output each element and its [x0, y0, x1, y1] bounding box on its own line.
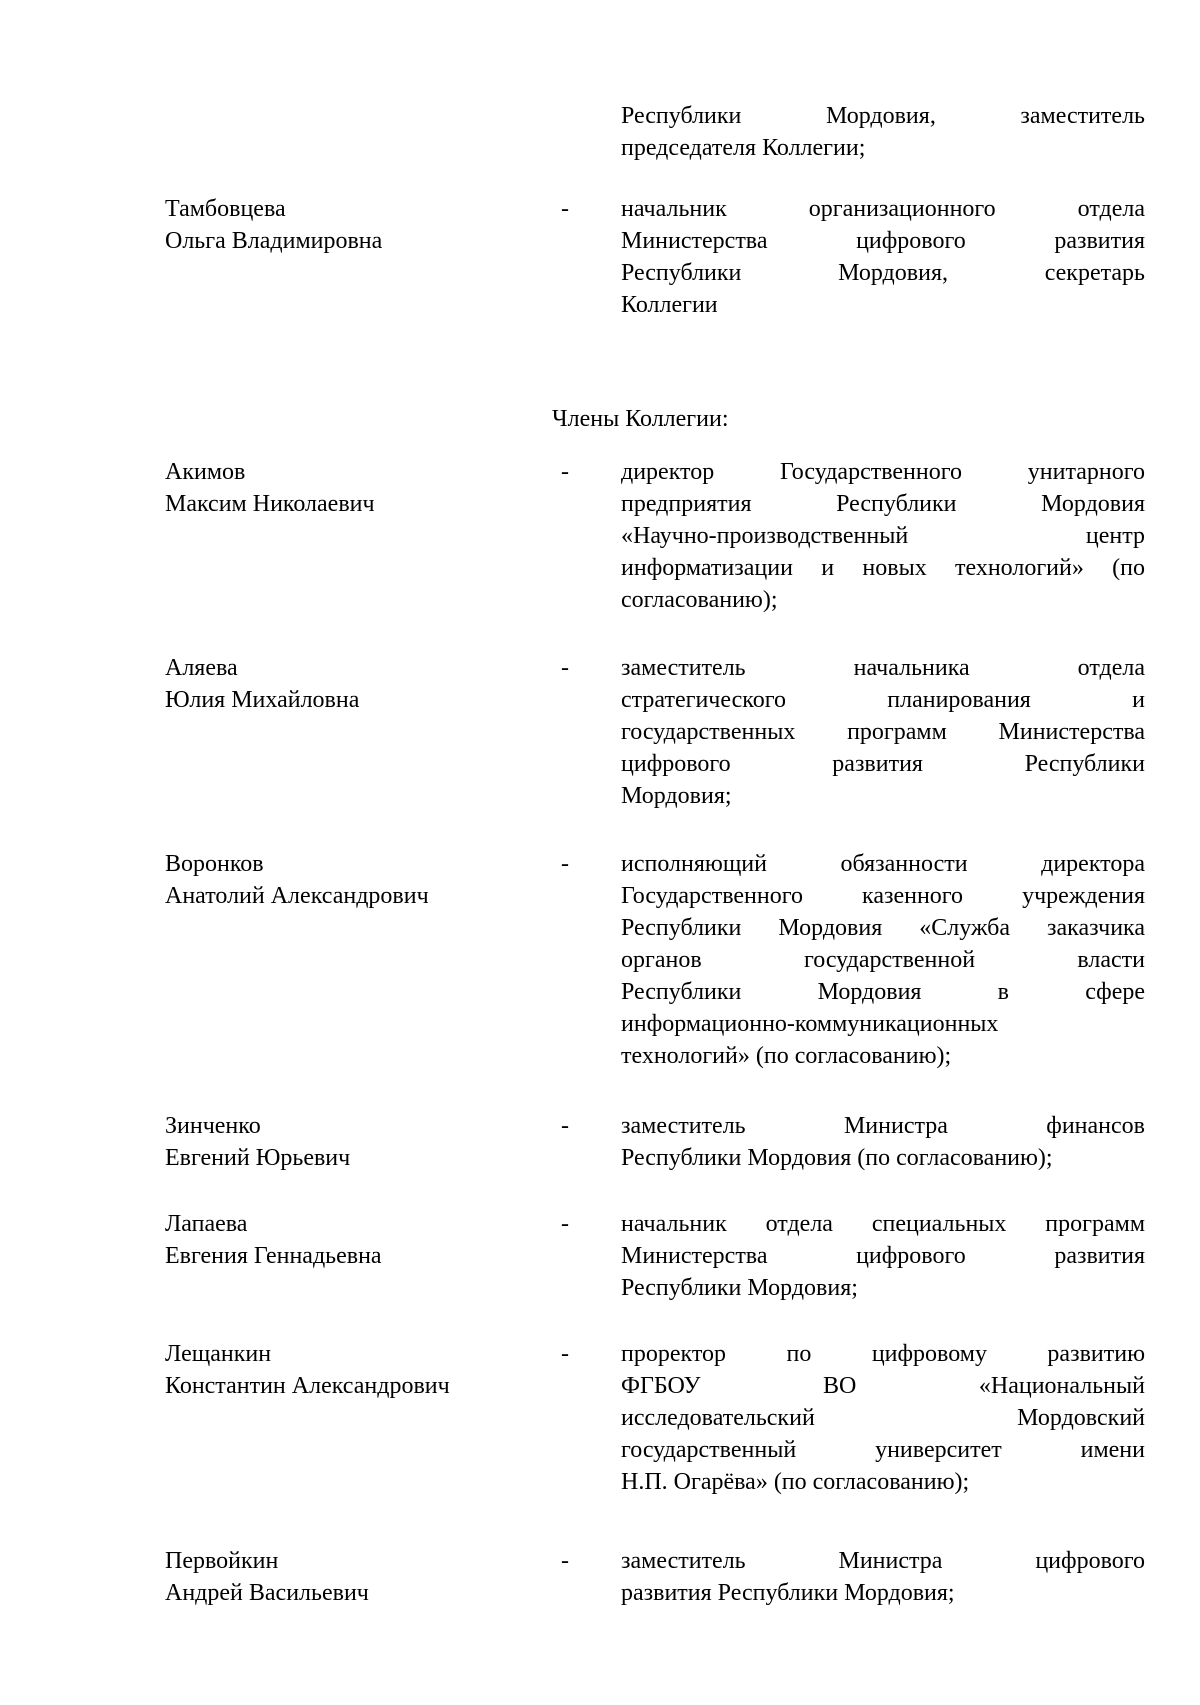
entry-name	[165, 1545, 565, 1609]
given-names: Анатолий Александрович	[165, 883, 429, 909]
desc-line: Республики Мордовия в сфере	[621, 979, 1145, 1005]
dash: -	[561, 1341, 569, 1367]
desc-line: предприятия Республики Мордовия	[621, 491, 1145, 517]
dash: -	[561, 655, 569, 681]
surname: Аляева	[165, 655, 238, 681]
dash: -	[561, 196, 569, 222]
surname: Воронков	[165, 851, 264, 877]
desc-line: Министерства цифрового развития	[621, 1243, 1145, 1269]
entry-name	[165, 1110, 565, 1174]
desc-line: государственный университет имени	[621, 1437, 1145, 1463]
desc-line: согласованию);	[621, 587, 778, 613]
desc-line: Н.П. Огарёва» (по согласованию);	[621, 1469, 970, 1495]
desc-line: председателя Коллегии;	[621, 135, 866, 161]
entry-name	[165, 652, 565, 716]
desc-line: стратегического планирования и	[621, 687, 1145, 713]
surname: Первойкин	[165, 1548, 279, 1574]
dash: -	[561, 1211, 569, 1237]
desc-line: государственных программ Министерства	[621, 719, 1145, 745]
entry-name	[165, 193, 565, 257]
desc-line: технологий» (по согласованию);	[621, 1043, 952, 1069]
surname: Лещанкин	[165, 1341, 272, 1367]
desc-line: информационно-коммуникационных	[621, 1011, 999, 1037]
desc-line: ФГБОУ ВО «Национальный	[621, 1373, 1145, 1399]
surname: Акимов	[165, 459, 246, 485]
surname: Тамбовцева	[165, 196, 286, 222]
entry-description	[621, 1208, 1145, 1304]
desc-line: «Научно-производственный центр	[621, 523, 1145, 549]
entry-description	[621, 1110, 1145, 1174]
desc-line: Государственного казенного учреждения	[621, 883, 1145, 909]
desc-line: органов государственной власти	[621, 947, 1145, 973]
given-names: Максим Николаевич	[165, 491, 375, 517]
surname: Зинченко	[165, 1113, 261, 1139]
given-names: Андрей Васильевич	[165, 1580, 369, 1606]
entry-name	[165, 848, 565, 912]
entry-description	[621, 652, 1145, 812]
given-names: Ольга Владимировна	[165, 228, 383, 254]
desc-line: информатизации и новых технологий» (по	[621, 555, 1145, 581]
desc-line: директор Государственного унитарного	[621, 459, 1145, 485]
entry-name	[165, 1208, 565, 1272]
dash: -	[561, 459, 569, 485]
given-names: Евгения Геннадьевна	[165, 1243, 382, 1269]
desc-line: Мордовия;	[621, 783, 732, 809]
entry-description	[621, 848, 1145, 1072]
desc-line: Республики Мордовия «Служба заказчика	[621, 915, 1145, 941]
desc-line: заместитель начальника отдела	[621, 655, 1145, 681]
desc-line: заместитель Министра финансов	[621, 1113, 1145, 1139]
desc-line: развития Республики Мордовия;	[621, 1580, 955, 1606]
desc-line: заместитель Министра цифрового	[621, 1548, 1145, 1574]
dash: -	[561, 851, 569, 877]
desc-line: исследовательский Мордовский	[621, 1405, 1145, 1431]
desc-line: начальник отдела специальных программ	[621, 1211, 1145, 1237]
desc-line: цифрового развития Республики	[621, 751, 1145, 777]
desc-line: начальник организационного отдела	[621, 196, 1145, 222]
desc-line: Республики Мордовия;	[621, 1275, 858, 1301]
given-names: Евгений Юрьевич	[165, 1145, 351, 1171]
given-names: Юлия Михайловна	[165, 687, 360, 713]
surname: Лапаева	[165, 1211, 248, 1237]
dash: -	[561, 1113, 569, 1139]
members-heading: Члены Коллегии:	[552, 406, 729, 432]
desc-line: Коллегии	[621, 292, 718, 318]
desc-line: Республики Мордовия (по согласованию);	[621, 1145, 1053, 1171]
desc-line: исполняющий обязанности директора	[621, 851, 1145, 877]
entry-name	[165, 1338, 565, 1402]
given-names: Константин Александрович	[165, 1373, 450, 1399]
desc-line: Республики Мордовия, заместитель	[621, 103, 1145, 129]
entry-description	[621, 1338, 1145, 1498]
entry-description	[621, 1545, 1145, 1609]
entry-description	[621, 456, 1145, 616]
entry-description	[621, 193, 1145, 321]
entry-description	[621, 100, 1145, 164]
desc-line: проректор по цифровому развитию	[621, 1341, 1145, 1367]
desc-line: Министерства цифрового развития	[621, 228, 1145, 254]
dash: -	[561, 1548, 569, 1574]
entry-name	[165, 456, 565, 520]
desc-line: Республики Мордовия, секретарь	[621, 260, 1145, 286]
